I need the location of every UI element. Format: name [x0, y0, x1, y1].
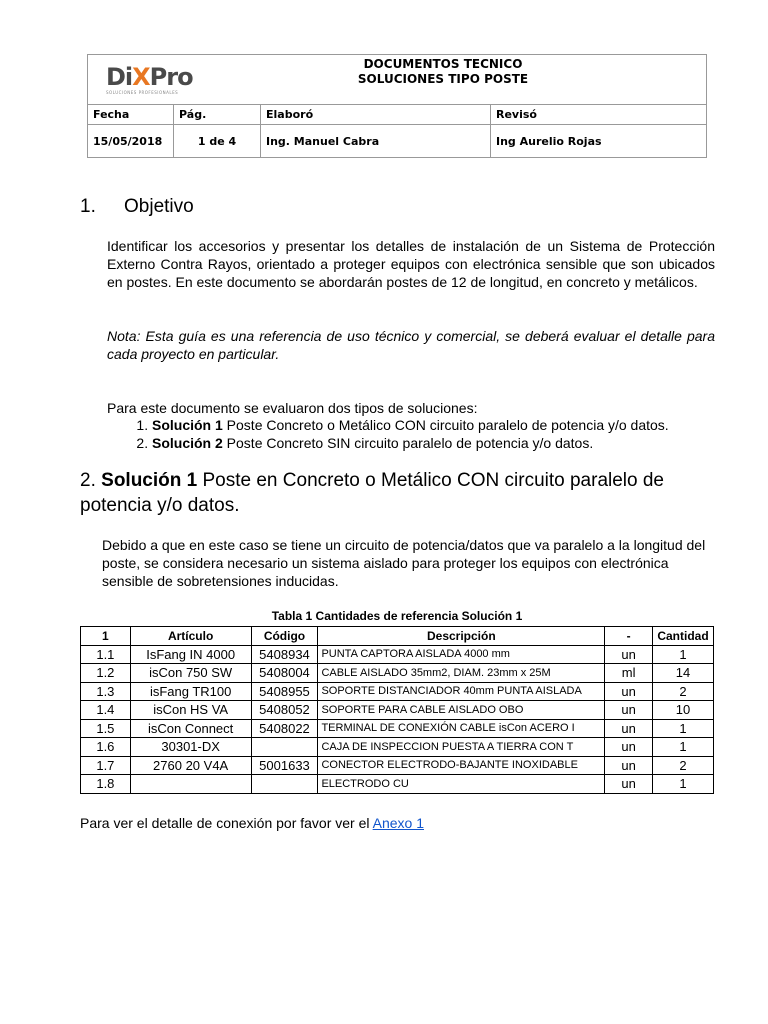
cell-descripcion: TERMINAL DE CONEXIÓN CABLE isCon ACERO I — [318, 719, 605, 738]
col-header-num: 1 — [81, 627, 131, 646]
table-row — [81, 701, 714, 720]
cell-unit: un — [605, 719, 653, 738]
cell-cantidad: 10 — [653, 701, 714, 720]
label-reviso: Revisó — [496, 107, 537, 121]
col-header-cantidad: Cantidad — [653, 627, 714, 646]
cell-codigo — [251, 738, 318, 757]
section1-heading — [80, 196, 194, 218]
value-elaboro: Ing. Manuel Cabra — [261, 125, 491, 158]
table-row — [81, 682, 714, 701]
col-header-articulo: Artículo — [130, 627, 251, 646]
cell-articulo: 30301-DX — [130, 738, 251, 757]
cell-descripcion: ELECTRODO CU — [318, 775, 605, 794]
note-paragraph: Nota: Esta guía es una referencia de uso técnico y comercial, se deberá evaluar el detalle para cada proyecto en particular. — [107, 328, 715, 362]
value-fecha: 15/05/2018 — [88, 125, 174, 158]
table-row — [81, 719, 714, 738]
cell-num: 1.3 — [81, 682, 131, 701]
header-title — [268, 57, 618, 87]
cell-num: 1.8 — [81, 775, 131, 794]
footer-paragraph — [80, 815, 424, 831]
cell-num: 1.2 — [81, 664, 131, 683]
cell-unit: ml — [605, 664, 653, 683]
col-header-unit: - — [605, 627, 653, 646]
cell-cantidad: 1 — [653, 775, 714, 794]
cell-codigo: 5408004 — [251, 664, 318, 683]
cell-descripcion: SOPORTE DISTANCIADOR 40mm PUNTA AISLADA — [318, 682, 605, 701]
cell-articulo — [130, 775, 251, 794]
header-title-line1: DOCUMENTOS TECNICO — [363, 57, 523, 71]
section2-paragraph: Debido a que en este caso se tiene un circuito de potencia/datos que va paralelo a la longitud del poste, se considera necesario un sistema aislado para proteger los equipos con electrónica sensible de sobretensiones inducidas. — [102, 537, 706, 589]
cell-articulo: isCon 750 SW — [130, 664, 251, 683]
cell-cantidad: 1 — [653, 719, 714, 738]
cell-codigo: 5001633 — [251, 756, 318, 775]
table-header-row — [81, 627, 714, 646]
header-title-row — [88, 55, 706, 105]
cell-num: 1.6 — [81, 738, 131, 757]
solution-item-2: 2. Solución 2 Poste Concreto SIN circuito paralelo de potencia y/o datos. — [152, 434, 752, 452]
label-pag: Pág. — [174, 104, 261, 124]
cell-unit: un — [605, 775, 653, 794]
cell-descripcion: SOPORTE PARA CABLE AISLADO OBO — [318, 701, 605, 720]
label-fecha: Fecha — [88, 104, 174, 124]
cell-descripcion: CAJA DE INSPECCION PUESTA A TIERRA CON T — [318, 738, 605, 757]
logo-wordmark: DiXPro — [106, 63, 193, 91]
cell-unit: un — [605, 645, 653, 664]
objective-paragraph: Identificar los accesorios y presentar los detalles de instalación de un Sistema de Protección Externo Contra Rayos, orientado a proteger equipos con electrónica sensible que son ubicados en postes. En este documento se abordarán postes de 12 de longitud, en concreto y metálicos. — [107, 238, 715, 290]
header-title-line2: SOLUCIONES TIPO POSTE — [357, 72, 529, 86]
cell-cantidad: 2 — [653, 682, 714, 701]
cell-descripcion: CONECTOR ELECTRODO-BAJANTE INOXIDABLE — [318, 756, 605, 775]
reference-quantities-table — [80, 626, 714, 794]
table-row — [81, 738, 714, 757]
cell-cantidad: 14 — [653, 664, 714, 683]
solutions-intro: Para este documento se evaluaron dos tipos de soluciones: — [107, 400, 478, 416]
cell-descripcion: PUNTA CAPTORA AISLADA 4000 mm — [318, 645, 605, 664]
cell-articulo: IsFang IN 4000 — [130, 645, 251, 664]
cell-descripcion: CABLE AISLADO 35mm2, DIAM. 23mm x 25M — [318, 664, 605, 683]
value-reviso: Ing Aurelio Rojas — [496, 135, 602, 148]
document-header — [87, 54, 707, 158]
section2-title-rest: Poste en Concreto o Metálico CON circuito paralelo de potencia y/o datos. — [80, 470, 664, 516]
cell-articulo: 2760 20 V4A — [130, 756, 251, 775]
cell-num: 1.4 — [81, 701, 131, 720]
cell-codigo — [251, 775, 318, 794]
col-header-codigo: Código — [251, 627, 318, 646]
table-caption: Tabla 1 Cantidades de referencia Solución 1 — [271, 609, 523, 623]
cell-articulo: isCon HS VA — [130, 701, 251, 720]
table-row — [81, 756, 714, 775]
solution-item-1: 1. Solución 1 Poste Concreto o Metálico CON circuito paralelo de potencia y/o datos. — [152, 416, 752, 434]
solutions-list — [127, 416, 752, 452]
anexo-1-link[interactable]: Anexo 1 — [372, 815, 424, 831]
logo-subtitle: SOLUCIONES PROFESIONALES — [106, 90, 179, 95]
cell-unit: un — [605, 756, 653, 775]
cell-codigo: 5408022 — [251, 719, 318, 738]
cell-articulo: isCon Connect — [130, 719, 251, 738]
cell-cantidad: 1 — [653, 645, 714, 664]
table-row — [81, 645, 714, 664]
label-elaboro: Elaboró — [261, 104, 491, 124]
dixpro-logo — [106, 65, 196, 97]
section1-title: Objetivo — [124, 196, 194, 217]
section1-number: 1. — [80, 196, 96, 217]
table-row — [81, 664, 714, 683]
cell-codigo: 5408955 — [251, 682, 318, 701]
cell-codigo: 5408934 — [251, 645, 318, 664]
cell-articulo: isFang TR100 — [130, 682, 251, 701]
cell-unit: un — [605, 738, 653, 757]
table-row — [81, 775, 714, 794]
header-values-row — [88, 125, 706, 158]
cell-num: 1.5 — [81, 719, 131, 738]
header-labels-row — [88, 104, 706, 125]
value-pag: 1 de 4 — [174, 125, 261, 158]
section2-heading — [80, 468, 720, 518]
cell-codigo: 5408052 — [251, 701, 318, 720]
section2-number: 2. — [80, 470, 96, 491]
cell-num: 1.1 — [81, 645, 131, 664]
cell-cantidad: 2 — [653, 756, 714, 775]
cell-unit: un — [605, 701, 653, 720]
section2-title-bold: Solución 1 — [101, 470, 198, 491]
col-header-descripcion: Descripción — [318, 627, 605, 646]
footer-text: Para ver el detalle de conexión por favor ver el — [80, 815, 373, 831]
cell-cantidad: 1 — [653, 738, 714, 757]
cell-num: 1.7 — [81, 756, 131, 775]
cell-unit: un — [605, 682, 653, 701]
